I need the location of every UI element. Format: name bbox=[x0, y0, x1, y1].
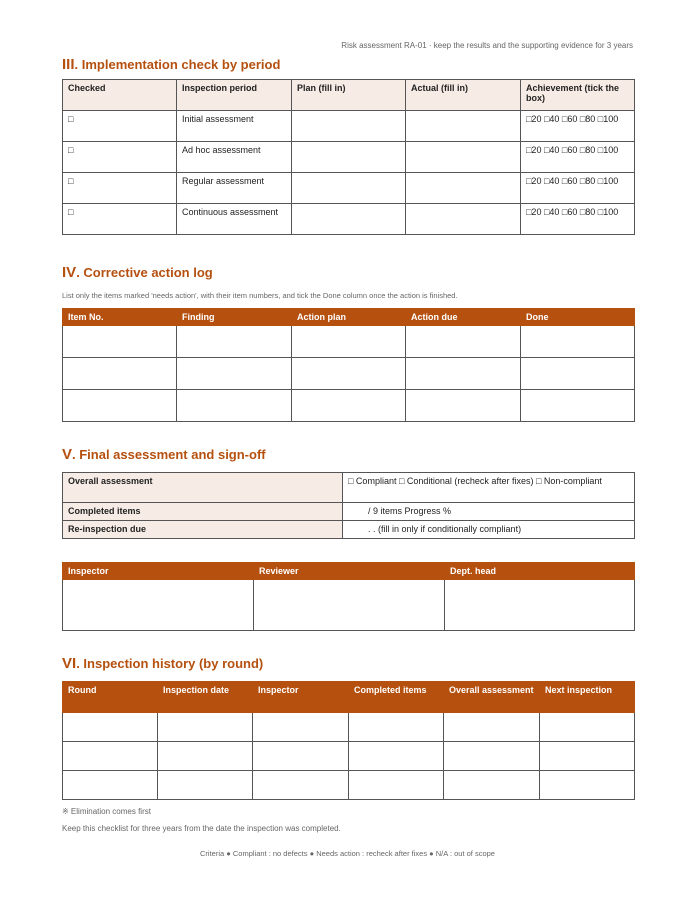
finding-cell[interactable] bbox=[177, 358, 292, 390]
item-no-cell[interactable] bbox=[63, 390, 177, 422]
achievement-cell[interactable]: □20 □40 □60 □80 □100 bbox=[521, 111, 635, 142]
overall-cell[interactable] bbox=[444, 771, 540, 800]
column-header: Action plan bbox=[292, 309, 406, 326]
inspector-cell[interactable] bbox=[253, 713, 349, 742]
completed-cell[interactable] bbox=[349, 713, 444, 742]
table-row bbox=[63, 173, 635, 204]
item-no-cell[interactable] bbox=[63, 358, 177, 390]
actual-cell[interactable] bbox=[406, 204, 521, 235]
corrective-action-table bbox=[62, 308, 635, 422]
checked-box[interactable]: □ bbox=[63, 111, 177, 142]
action-plan-cell[interactable] bbox=[292, 358, 406, 390]
section-5-title bbox=[62, 446, 266, 463]
round-cell[interactable] bbox=[63, 771, 158, 800]
completed-label: Completed items bbox=[63, 503, 343, 521]
next-inspection-cell[interactable] bbox=[540, 771, 635, 800]
date-cell[interactable] bbox=[158, 713, 253, 742]
reinspect-row bbox=[63, 521, 635, 539]
section-6-number: VI bbox=[62, 655, 77, 672]
round-cell[interactable] bbox=[63, 742, 158, 771]
inspector-signature-cell[interactable] bbox=[63, 580, 254, 631]
completed-value[interactable]: / 9 items Progress % bbox=[343, 503, 635, 521]
table-header-row bbox=[63, 309, 635, 326]
table-header-row bbox=[63, 80, 635, 111]
period-cell: Regular assessment bbox=[177, 173, 292, 204]
done-cell[interactable] bbox=[521, 358, 635, 390]
table-row bbox=[63, 326, 635, 358]
period-cell: Ad hoc assessment bbox=[177, 142, 292, 173]
finding-cell[interactable] bbox=[177, 326, 292, 358]
achievement-cell[interactable]: □20 □40 □60 □80 □100 bbox=[521, 142, 635, 173]
table-row bbox=[63, 713, 635, 742]
checked-box[interactable]: □ bbox=[63, 204, 177, 235]
column-header: Round bbox=[63, 682, 158, 713]
column-header: Plan (fill in) bbox=[292, 80, 406, 111]
actual-cell[interactable] bbox=[406, 142, 521, 173]
column-header: Inspector bbox=[253, 682, 349, 713]
column-header: Dept. head bbox=[445, 563, 635, 580]
footnote-retention: Keep this checklist for three years from the date the inspection was completed. bbox=[62, 824, 341, 833]
implementation-check-table bbox=[62, 79, 635, 235]
signature-row bbox=[63, 580, 635, 631]
checked-box[interactable]: □ bbox=[63, 173, 177, 204]
period-cell: Continuous assessment bbox=[177, 204, 292, 235]
overall-label: Overall assessment bbox=[63, 473, 343, 503]
actual-cell[interactable] bbox=[406, 111, 521, 142]
section-4-title bbox=[62, 264, 213, 281]
table-row bbox=[63, 771, 635, 800]
column-header: Next inspection bbox=[540, 682, 635, 713]
column-header: Reviewer bbox=[254, 563, 445, 580]
table-header-row bbox=[63, 563, 635, 580]
section-5-number: V bbox=[62, 446, 73, 463]
reviewer-signature-cell[interactable] bbox=[254, 580, 445, 631]
final-assessment-table bbox=[62, 472, 635, 539]
inspector-cell[interactable] bbox=[253, 771, 349, 800]
sign-off-table bbox=[62, 562, 635, 631]
column-header: Done bbox=[521, 309, 635, 326]
plan-cell[interactable] bbox=[292, 204, 406, 235]
section-3-title bbox=[62, 56, 280, 73]
completed-cell[interactable] bbox=[349, 742, 444, 771]
inspection-history-table bbox=[62, 681, 635, 800]
completed-row bbox=[63, 503, 635, 521]
plan-cell[interactable] bbox=[292, 142, 406, 173]
section-6-title bbox=[62, 655, 263, 672]
column-header: Completed items bbox=[349, 682, 444, 713]
table-row bbox=[63, 358, 635, 390]
section-3-number: III bbox=[62, 56, 75, 73]
date-cell[interactable] bbox=[158, 771, 253, 800]
round-cell[interactable] bbox=[63, 713, 158, 742]
action-due-cell[interactable] bbox=[406, 326, 521, 358]
column-header: Checked bbox=[63, 80, 177, 111]
overall-row bbox=[63, 473, 635, 503]
table-header-row bbox=[63, 682, 635, 713]
period-cell: Initial assessment bbox=[177, 111, 292, 142]
action-plan-cell[interactable] bbox=[292, 390, 406, 422]
section-3-title-text: . Implementation check by period bbox=[74, 57, 281, 72]
section-5-title-text: . Final assessment and sign-off bbox=[72, 447, 266, 462]
section-4-title-text: . Corrective action log bbox=[76, 265, 213, 280]
section-4-note: List only the items marked 'needs action', with their item numbers, and tick the Done column once the action is finished. bbox=[62, 291, 458, 300]
criteria-legend: Criteria ● Compliant : no defects ● Needs action : recheck after fixes ● N/A : out of scope bbox=[200, 849, 495, 858]
overall-cell[interactable] bbox=[444, 742, 540, 771]
column-header: Achievement (tick the box) bbox=[521, 80, 635, 111]
header-note: Risk assessment RA-01 · keep the results and the supporting evidence for 3 years bbox=[341, 41, 633, 50]
actual-cell[interactable] bbox=[406, 173, 521, 204]
done-cell[interactable] bbox=[521, 326, 635, 358]
column-header: Actual (fill in) bbox=[406, 80, 521, 111]
column-header: Inspection period bbox=[177, 80, 292, 111]
plan-cell[interactable] bbox=[292, 111, 406, 142]
action-due-cell[interactable] bbox=[406, 358, 521, 390]
action-plan-cell[interactable] bbox=[292, 326, 406, 358]
column-header: Overall assessment bbox=[444, 682, 540, 713]
column-header: Inspection date bbox=[158, 682, 253, 713]
reinspect-label: Re-inspection due bbox=[63, 521, 343, 539]
footnote-elimination: ※ Elimination comes first bbox=[62, 807, 151, 816]
overall-cell[interactable] bbox=[444, 713, 540, 742]
checked-box[interactable]: □ bbox=[63, 142, 177, 173]
table-row bbox=[63, 742, 635, 771]
section-4-number: IV bbox=[62, 264, 77, 281]
overall-options[interactable]: □ Compliant □ Conditional (recheck after fixes) □ Non-compliant bbox=[343, 473, 635, 503]
table-row bbox=[63, 142, 635, 173]
table-row bbox=[63, 204, 635, 235]
date-cell[interactable] bbox=[158, 742, 253, 771]
done-cell[interactable] bbox=[521, 390, 635, 422]
item-no-cell[interactable] bbox=[63, 326, 177, 358]
table-row bbox=[63, 111, 635, 142]
column-header: Finding bbox=[177, 309, 292, 326]
dept-head-signature-cell[interactable] bbox=[445, 580, 635, 631]
column-header: Action due bbox=[406, 309, 521, 326]
next-inspection-cell[interactable] bbox=[540, 713, 635, 742]
section-6-title-text: . Inspection history (by round) bbox=[76, 656, 264, 671]
plan-cell[interactable] bbox=[292, 173, 406, 204]
column-header: Item No. bbox=[63, 309, 177, 326]
finding-cell[interactable] bbox=[177, 390, 292, 422]
action-due-cell[interactable] bbox=[406, 390, 521, 422]
next-inspection-cell[interactable] bbox=[540, 742, 635, 771]
reinspect-value[interactable]: . . (fill in only if conditionally compliant) bbox=[343, 521, 635, 539]
completed-cell[interactable] bbox=[349, 771, 444, 800]
achievement-cell[interactable]: □20 □40 □60 □80 □100 bbox=[521, 204, 635, 235]
column-header: Inspector bbox=[63, 563, 254, 580]
table-row bbox=[63, 390, 635, 422]
achievement-cell[interactable]: □20 □40 □60 □80 □100 bbox=[521, 173, 635, 204]
inspector-cell[interactable] bbox=[253, 742, 349, 771]
